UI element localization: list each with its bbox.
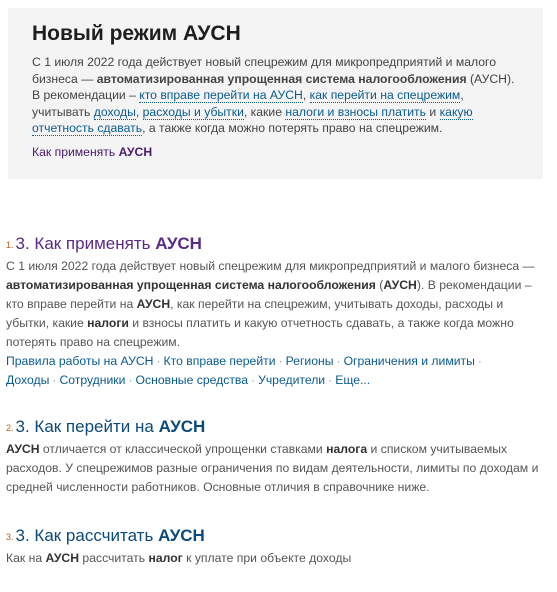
body-text: отличается от классической упрощенки ставками <box>39 442 327 456</box>
rec-text: учитывать <box>32 104 94 119</box>
link-taxes[interactable]: налоги и взносы платить <box>285 104 426 119</box>
separator: · <box>156 354 161 368</box>
link-who-can[interactable]: Кто вправе перейти <box>163 354 276 368</box>
body-bold: налоги <box>87 316 129 330</box>
body-bold: налога <box>326 442 368 456</box>
body-text: ( <box>375 278 384 292</box>
section-switch-body <box>6 440 546 497</box>
body-text: Как на <box>6 551 46 565</box>
section-title-text[interactable]: 3. Как перейти на <box>15 417 159 436</box>
section-calculate-title[interactable] <box>6 524 546 549</box>
body-text: и списком учитываемых расходов. У спецрежимов разные ограничения по видам деятельности, лимиты по доходам и средней численности работников. Основные отличия в справочнике ниже. <box>6 442 539 494</box>
intro-bold: автоматизированная упрощенная система налогообложения <box>96 71 467 86</box>
how-bold[interactable]: АУСН <box>118 144 153 159</box>
body-text: ). В рекомендации – кто вправе перейти на <box>6 278 532 311</box>
section-title-text[interactable]: 3. Как применять <box>15 234 156 253</box>
separator: · <box>52 373 57 387</box>
separator: · <box>328 373 333 387</box>
link-income[interactable]: доходы <box>93 104 136 119</box>
rec-sep: , <box>135 104 143 119</box>
section-number: 2. <box>6 423 14 433</box>
rec-sep: , <box>460 88 464 102</box>
section-apply-links <box>6 352 546 390</box>
separator: · <box>477 354 482 368</box>
section-calculate <box>6 524 546 568</box>
how-to-apply-link[interactable] <box>32 145 527 159</box>
section-switch <box>6 415 546 497</box>
rec-text: и <box>425 104 440 119</box>
separator: · <box>128 373 133 387</box>
section-title-bold[interactable]: АУСН <box>158 526 205 545</box>
card-title: Новый режим АУСН <box>32 22 241 45</box>
info-card <box>8 8 543 179</box>
how-label[interactable]: Как применять <box>32 144 119 159</box>
body-text: и взносы платить и какую отчетность сдавать, а также когда можно потерять право на спецрежим. <box>6 316 514 349</box>
section-switch-title[interactable] <box>6 415 546 440</box>
body-bold: АУСН <box>6 442 40 456</box>
section-apply-body <box>6 257 546 352</box>
separator: · <box>278 354 283 368</box>
link-income[interactable]: Доходы <box>6 373 50 387</box>
link-limits[interactable]: Ограничения и лимиты <box>343 354 475 368</box>
link-expenses[interactable]: расходы и убытки <box>142 104 244 119</box>
body-bold: налог <box>148 551 183 565</box>
separator: · <box>336 354 341 368</box>
body-text: рассчитать <box>79 551 149 565</box>
section-title-bold[interactable]: АУСН <box>158 417 206 436</box>
link-who-can[interactable]: кто вправе перейти на АУСН <box>139 88 303 102</box>
section-apply-title[interactable] <box>6 232 546 257</box>
section-number: 1. <box>6 240 14 250</box>
link-founders[interactable]: Учредители <box>258 373 326 387</box>
link-regions[interactable]: Регионы <box>285 354 334 368</box>
body-bold: АУСН <box>136 297 171 311</box>
link-fixed-assets[interactable]: Основные средства <box>135 373 249 387</box>
rec-text: , а также когда можно потерять право на спецрежим. <box>142 121 443 135</box>
section-number: 3. <box>6 532 14 542</box>
rec-sep: , <box>302 88 310 102</box>
body-text: к уплате при объекте доходы <box>182 551 352 565</box>
intro-text: С 1 июля 2022 года действует новый спецрежим для микропредприятий и малого бизнеса — <box>32 55 496 86</box>
separator: · <box>251 373 256 387</box>
body-bold: АУСН <box>383 278 417 292</box>
body-bold: автоматизированная упрощенная система налогообложения <box>6 278 376 292</box>
link-reporting[interactable]: какую отчетность сдавать <box>32 104 473 135</box>
rec-text: , какие <box>243 104 286 119</box>
link-more[interactable]: Еще... <box>335 373 371 387</box>
link-employees[interactable]: Сотрудники <box>59 373 126 387</box>
link-how-switch[interactable]: как перейти на спецрежим <box>309 88 461 102</box>
body-text: С 1 июля 2022 года действует новый спецрежим для микропредприятий и малого бизнеса — <box>6 259 535 273</box>
link-rules[interactable]: Правила работы на АУСН <box>6 354 154 368</box>
section-apply <box>6 232 546 390</box>
body-text: , как перейти на спецрежим, учитывать доходы, расходы и убытки, какие <box>6 297 504 330</box>
card-intro <box>32 54 527 137</box>
rec-text: В рекомендации – <box>32 88 140 102</box>
body-bold: АУСН <box>45 551 80 565</box>
section-title-text[interactable]: 3. Как рассчитать <box>15 526 159 545</box>
section-title-bold[interactable]: АУСН <box>155 234 202 253</box>
intro-text-end: (АУСН). <box>466 71 515 86</box>
section-calculate-body <box>6 549 546 568</box>
